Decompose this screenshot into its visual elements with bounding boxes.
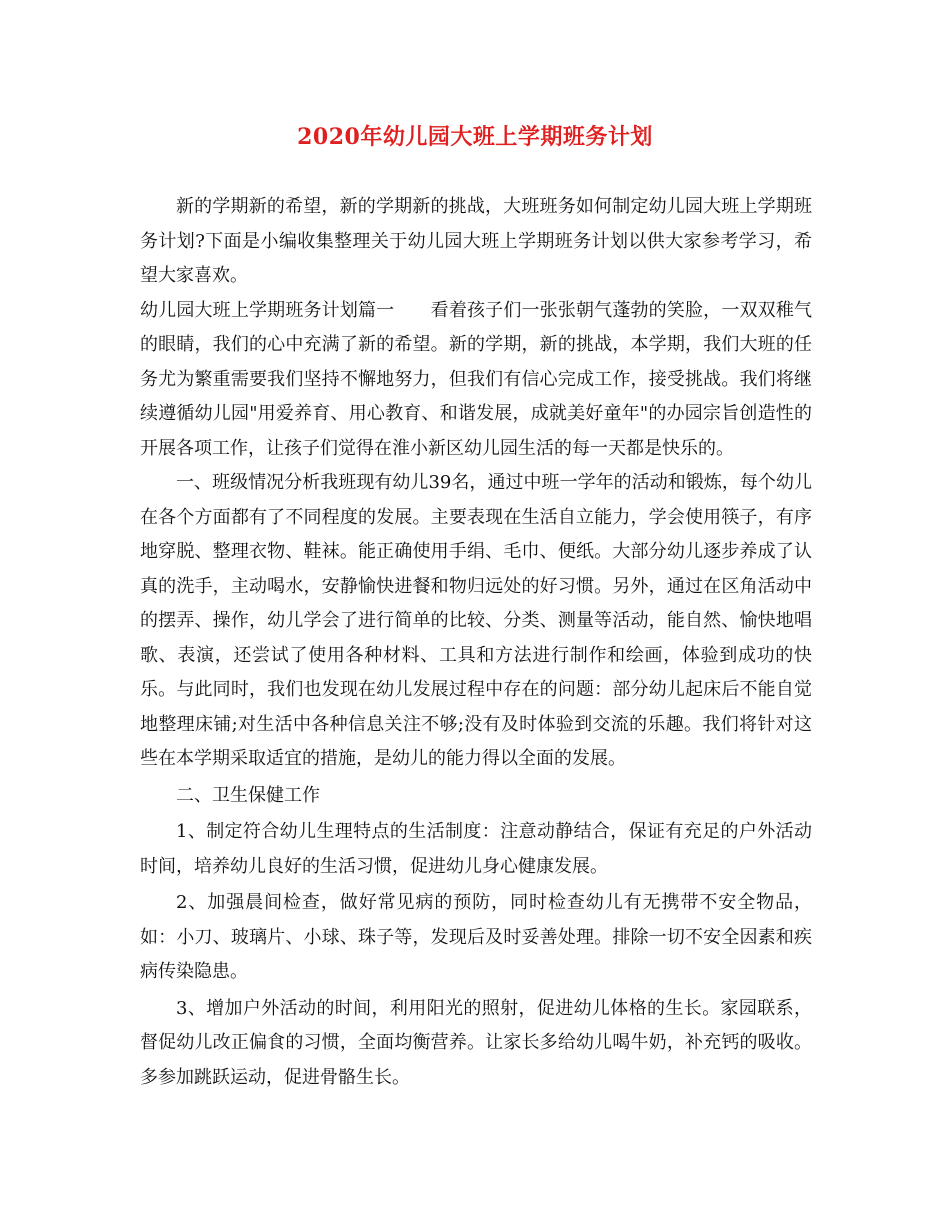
document-title: 2020年幼儿园大班上学期班务计划: [297, 124, 653, 150]
health-item-3: 3、增加户外活动的时间，利用阳光的照射，促进幼儿体格的生长。家园联系，督促幼儿改正偏食的习惯，全面均衡营养。让家长多给幼儿喝牛奶，补充钙的吸收。多参加跳跃运动，促进骨骼生长。: [140, 997, 812, 1088]
health-item-2: 2、加强晨间检查，做好常见病的预防，同时检查幼儿有无携带不安全物品，如：小刀、玻璃片、小球、珠子等，发现后及时妥善处理。排除一切不安全因素和疾病传染隐患。: [140, 892, 812, 982]
section-plan-one-paragraph: 幼儿园大班上学期班务计划篇一 看着孩子们一张张朝气蓬勃的笑脸，一双双稚气的眼睛，我们的心中充满了新的希望。新的学期，新的挑战，本学期，我们大班的任务尤为繁重需要我们坚持不懈地努力，但我们有信心完成工作，接受挑战。我们将继续遵循幼儿园"用爱养育、用心教育、和谐发展，成就美好童年"的办园宗旨创造性的开展各项工作，让孩子们觉得在淮小新区幼儿园生活的每一天都是快乐的。: [140, 299, 812, 459]
document-body: [140, 190, 812, 1095]
health-work-heading: 二、卫生保健工作: [176, 784, 320, 806]
health-item-1: 1、制定符合幼儿生理特点的生活制度：注意动静结合，保证有充足的户外活动时间，培养幼儿良好的生活习惯，促进幼儿身心健康发展。: [140, 821, 812, 877]
intro-paragraph: 新的学期新的希望，新的学期新的挑战，大班班务如何制定幼儿园大班上学期班务计划?下面是小编收集整理关于幼儿园大班上学期班务计划以供大家参考学习，希望大家喜欢。: [140, 196, 812, 286]
class-analysis-paragraph: 一、班级情况分析我班现有幼儿39名，通过中班一学年的活动和锻炼，每个幼儿在各个方面都有了不同程度的发展。主要表现在生活自立能力，学会使用筷子，有序地穿脱、整理衣物、鞋袜。能正确使用手绢、毛巾、便纸。大部分幼儿逐步养成了认真的洗手，主动喝水，安静愉快进餐和物归远处的好习惯。另外，通过在区角活动中的摆弄、操作，幼儿学会了进行简单的比较、分类、测量等活动，能自然、愉快地唱歌、表演，还尝试了使用各种材料、工具和方法进行制作和绘画，体验到成功的快乐。与此同时，我们也发现在幼儿发展过程中存在的问题：部分幼儿起床后不能自觉地整理床铺;对生活中各种信息关注不够;没有及时体验到交流的乐趣。我们将针对这些在本学期采取适宜的措施，是幼儿的能力得以全面的发展。: [140, 472, 812, 769]
